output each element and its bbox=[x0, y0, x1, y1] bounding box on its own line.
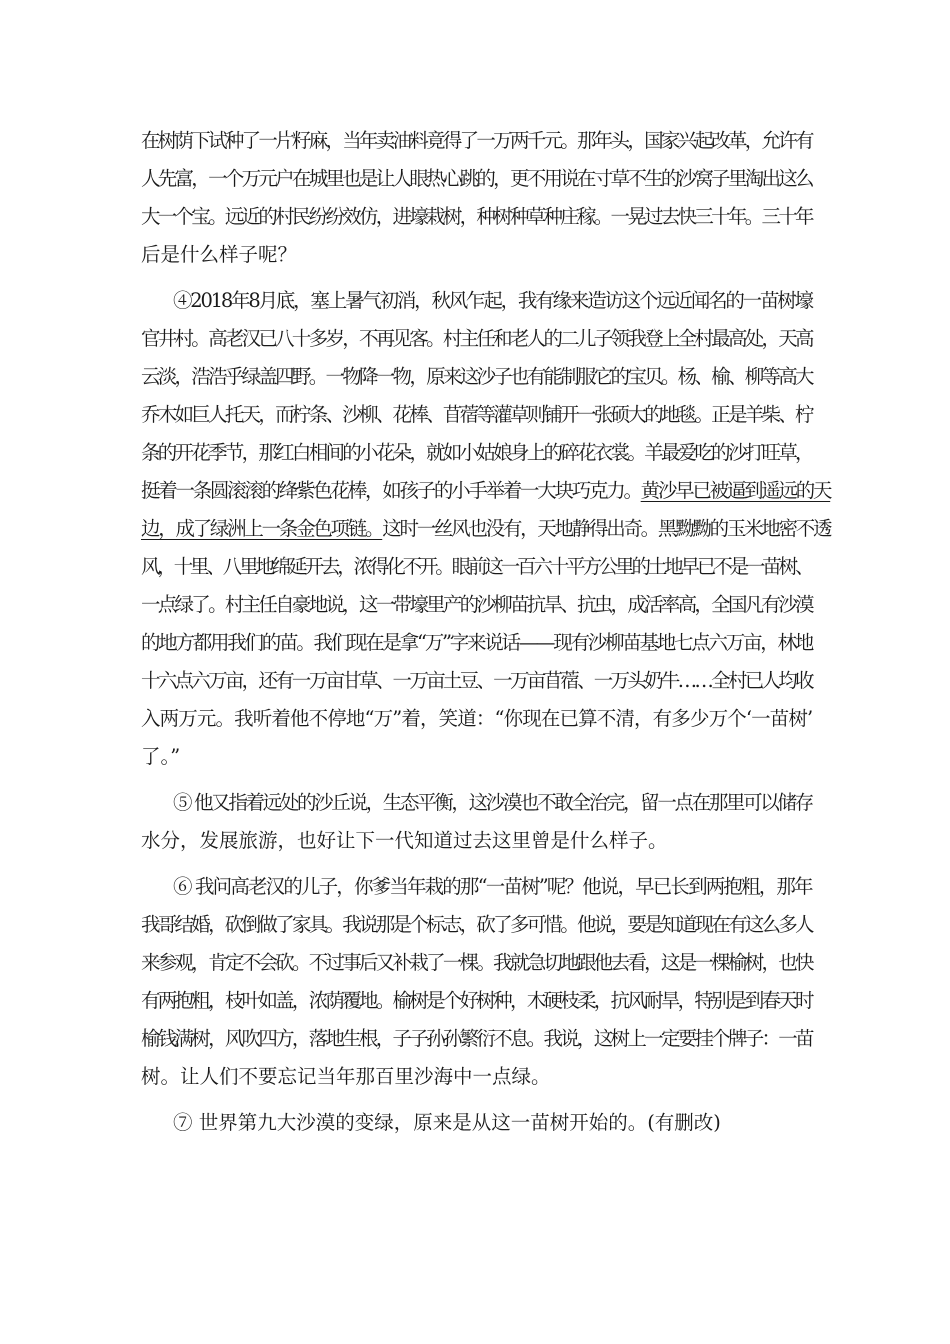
text-segment: 这时一丝风也没有，天地静得出奇。黑黝黝的玉米地密不透 bbox=[382, 517, 831, 540]
underlined-sentence: 边，成了绿洲上一条金色项链。 bbox=[141, 517, 383, 540]
text-line: 入两万元。我听着他不停地“万”着，笑道：“你现在已算不清，有多少万个‘一苗树’ bbox=[141, 707, 813, 730]
text-line: ⑤ 他又指着远处的沙丘说，生态平衡，这沙漠也不敢全治完，留一点在那里可以储存 bbox=[173, 791, 812, 814]
text-line: 风，十里、八里地绵延开去，浓得化不开。眼前这一百六十平方公里的土地早已不是一苗树、 bbox=[141, 555, 812, 578]
text-line: 云淡，浩浩乎绿盖四野。一物降一物，原来这沙子也有能制服它的宝贝。杨、榆、柳等高大 bbox=[141, 365, 812, 388]
text-line: 乔木如巨人托天，而柠条、沙柳、花棒、苜蓿等灌草则铺开一张硕大的地毯。正是羊柴、柠 bbox=[141, 403, 812, 426]
text-line: ④2018年8月底，塞上暑气初消，秋风乍起，我有缘来造访这个远近闻名的一苗树壕 bbox=[173, 289, 812, 312]
text-line: ⑦ 世界第九大沙漠的变绿，原来是从这一苗树开始的。(有删改) bbox=[173, 1111, 721, 1134]
text-line: 了。” bbox=[141, 745, 181, 768]
underlined-sentence: 黄沙早已被逼到遥远的天 bbox=[640, 479, 831, 502]
text-line: 一点绿了。村主任自豪地说，这一带壕里产的沙柳苗抗旱、抗虫，成活率高，全国凡有沙漠 bbox=[141, 593, 812, 616]
text-line: 在树荫下试种了一片籽麻，当年卖油料竟得了一万两千元。那年头，国家兴起改革，允许有 bbox=[141, 129, 812, 152]
text-segment: 挺着一条圆滚滚的绛紫色花棒，如孩子的小手举着一大块巧克力。 bbox=[141, 479, 641, 502]
text-line: 水分，发展旅游，也好让下一代知道过去这里曾是什么样子。 bbox=[141, 829, 668, 852]
text-line bbox=[141, 512, 830, 546]
text-line: 十六点六万亩，还有一万亩甘草、一万亩土豆、一万亩苜蓿、一万头奶牛……全村已人均收 bbox=[141, 669, 812, 692]
text-line bbox=[141, 474, 830, 508]
text-line: 条的开花季节，那红白相间的小花朵，就如小姑娘身上的碎花衣裳。羊最爱吃的沙打旺草， bbox=[141, 441, 812, 464]
text-line: 官井村。高老汉已八十多岁，不再见客。村主任和老人的二儿子领我登上全村最高处，天高 bbox=[141, 327, 812, 350]
text-line: 人先富，一个万元户在城里也是让人眼热心跳的，更不用说在寸草不生的沙窝子里淘出这么 bbox=[141, 167, 812, 190]
text-line: 我哥结婚，砍倒做了家具。我说那是个标志，砍了多可惜。他说，要是知道现在有这么多人 bbox=[141, 913, 812, 936]
text-line: 来参观，肯定不会砍。不过事后又补栽了一棵。我就急切地跟他去看，这是一棵榆树，也快 bbox=[141, 951, 812, 974]
text-line: 大一个宝。远近的村民纷纷效仿，进壕栽树，种树种草种庄稼。一晃过去快三十年。三十年 bbox=[141, 205, 812, 228]
text-line: 的地方都用我们的苗。我们现在是拿“万”字来说话——现有沙柳苗基地七点六万亩，林地 bbox=[141, 631, 812, 654]
text-line: 榆钱满树，风吹四方，落地生根，子子孙孙繁衍不息。我说，这树上一定要挂个牌子：一苗 bbox=[141, 1027, 812, 1050]
text-line: 后是什么样子呢？ bbox=[141, 243, 298, 266]
text-line: 树。让人们不要忘记当年那百里沙海中一点绿。 bbox=[141, 1065, 551, 1088]
text-line: 有两抱粗，枝叶如盖，浓荫覆地。榆树是个好树种，木硬枝柔，抗风耐旱，特别是到春天时 bbox=[141, 989, 812, 1012]
text-line: ⑥ 我问高老汉的儿子，你爹当年栽的那“一苗树”呢？他说，早已长到两抱粗，那年 bbox=[173, 875, 812, 898]
